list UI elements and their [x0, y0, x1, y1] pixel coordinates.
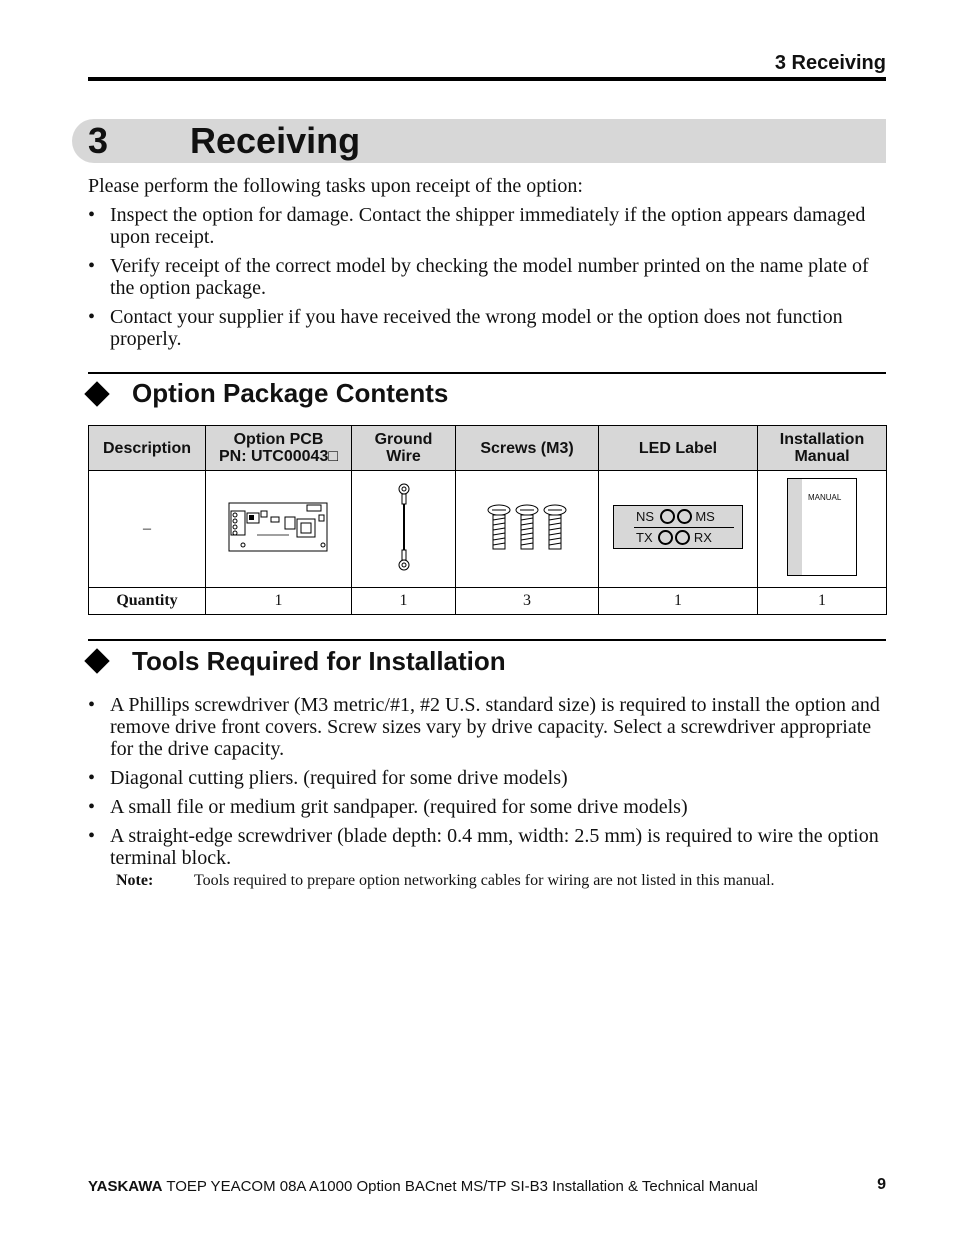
header-installation-manual: Installation Manual: [758, 426, 887, 471]
header-rule: [88, 77, 886, 81]
section-title-tools: Tools Required for Installation: [132, 646, 506, 676]
installation-manual-illustration: [758, 471, 887, 588]
section-rule: [88, 639, 886, 641]
led-circle-icon: [660, 509, 675, 524]
header-description: Description: [89, 426, 206, 471]
page-footer: [88, 1178, 886, 1195]
footer-title: TOEP YEACOM 08A A1000 Option BACnet MS/TP SI-B3 Installation & Technical Manual: [162, 1178, 758, 1195]
receipt-task-list: [88, 204, 888, 357]
list-item-text: A straight-edge screwdriver (blade depth: 0.4 mm, width: 2.5 mm) is required to wire the option terminal block.: [110, 825, 879, 869]
led-label-sticker: $\frac{\text{NS MS}}{\text{TX RX}}$: [613, 505, 743, 549]
header-option-pcb: Option PCB PN: UTC00043□: [206, 426, 352, 471]
note: [116, 872, 775, 890]
quantity-cell: 1: [599, 588, 758, 615]
list-item-text: Contact your supplier if you have received the wrong model or the option does not function properly.: [110, 306, 843, 350]
list-item: • Inspect the option for damage. Contact the shipper immediately if the option appears damaged upon receipt.: [88, 204, 866, 248]
table-row: [89, 471, 887, 588]
section-title-package: Option Package Contents: [132, 378, 449, 408]
led-label-illustration: [599, 471, 758, 588]
led-circle-icon: [677, 509, 692, 524]
quantity-cell: 1: [206, 588, 352, 615]
list-item: • Contact your supplier if you have received the wrong model or the option does not function properly.: [88, 306, 843, 350]
tools-list: [88, 694, 888, 876]
table-row: [89, 588, 887, 615]
note-label: Note:: [116, 872, 154, 889]
led-circle-icon: [675, 530, 690, 545]
section-rule: [88, 372, 886, 374]
diamond-bullet-icon: [84, 648, 109, 673]
intro-text: Please perform the following tasks upon receipt of the option:: [88, 175, 583, 197]
header-ground-wire: Ground Wire: [352, 426, 456, 471]
circuit-board-icon: [227, 499, 331, 555]
footer-brand: YASKAWA: [88, 1178, 163, 1195]
ground-wire-icon: [394, 482, 414, 572]
option-pcb-illustration: [206, 471, 352, 588]
list-item: • A straight-edge screwdriver (blade depth: 0.4 mm, width: 2.5 mm) is required to wire the option terminal block.: [88, 825, 879, 869]
quantity-cell: 1: [352, 588, 456, 615]
led-circle-icon: [658, 530, 673, 545]
list-item: • A Phillips screwdriver (M3 metric/#1, #2 U.S. standard size) is required to install the option and remove drive front covers. Screw sizes vary by drive capacity. Select a screwdriver appropriate for the drive capacity.: [88, 694, 880, 760]
page-number: 9: [877, 1176, 886, 1193]
list-item: • Verify receipt of the correct model by checking the model number printed on the name plate of the option package.: [88, 255, 869, 299]
table-header-row: [89, 426, 887, 471]
quantity-cell: 3: [456, 588, 599, 615]
manual-book-icon: MANUAL: [787, 478, 857, 576]
list-item-text: A small file or medium grit sandpaper. (required for some drive models): [110, 796, 688, 818]
list-item-text: A Phillips screwdriver (M3 metric/#1, #2 U.S. standard size) is required to install the option and remove drive front covers. Screw sizes vary by drive capacity. Select a screwdriver appropriate for the drive capacity.: [110, 694, 880, 760]
list-item: • Diagonal cutting pliers. (required for some drive models): [88, 767, 568, 789]
screws-illustration: [456, 471, 599, 588]
note-text: Tools required to prepare option networking cables for wiring are not listed in this manual.: [194, 872, 775, 889]
running-head: 3 Receiving: [774, 52, 886, 74]
header-screws: Screws (M3): [456, 426, 599, 471]
package-contents-table: [88, 425, 887, 615]
ground-wire-illustration: [352, 471, 456, 588]
list-item-text: Verify receipt of the correct model by checking the model number printed on the name plate of the option package.: [110, 255, 869, 299]
diamond-bullet-icon: [84, 381, 109, 406]
header-led-label: LED Label: [599, 426, 758, 471]
quantity-cell: 1: [758, 588, 887, 615]
description-cell: –: [89, 471, 206, 588]
list-item-text: Inspect the option for damage. Contact the shipper immediately if the option appears damaged upon receipt.: [110, 204, 866, 248]
quantity-label: Quantity: [89, 588, 206, 615]
chapter-number: 3: [88, 120, 109, 161]
list-item-text: Diagonal cutting pliers. (required for some drive models): [110, 767, 568, 789]
chapter-title: Receiving: [190, 120, 361, 161]
list-item: • A small file or medium grit sandpaper. (required for some drive models): [88, 796, 688, 818]
screw-icon: [487, 503, 567, 551]
